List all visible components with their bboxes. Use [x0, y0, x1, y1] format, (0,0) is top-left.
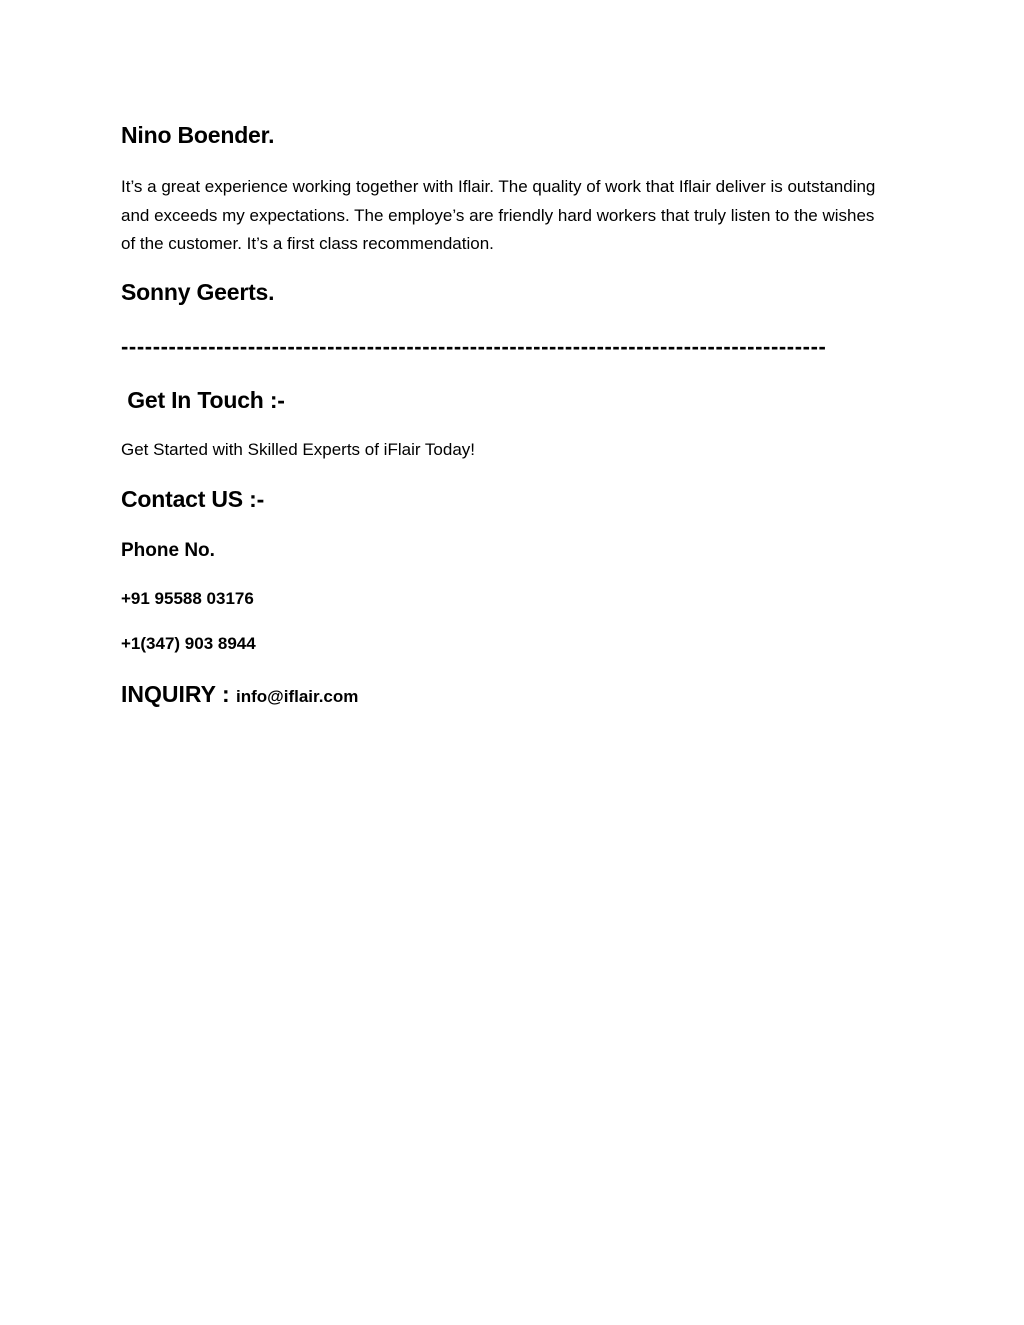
- inquiry-email-link[interactable]: info@iflair.com: [236, 687, 359, 706]
- get-in-touch-tagline: Get Started with Skilled Experts of iFlair Today!: [121, 440, 476, 459]
- testimonial-author-nino: Nino Boender.: [121, 122, 275, 148]
- phone-number-india: +91 95588 03176: [121, 589, 254, 608]
- phone-label: Phone No.: [121, 540, 215, 561]
- inquiry-line: [121, 681, 358, 708]
- phone-number-us: +1(347) 903 8944: [121, 634, 256, 653]
- testimonial-text: It’s a great experience working together with Iflair. The quality of work that Iflair deliver is outstanding and exceeds my expectations. The employe’s are friendly hard workers that truly listen to the wishes of the customer. It’s a first class recommendation.: [121, 177, 876, 253]
- inquiry-label: INQUIRY :: [121, 681, 237, 707]
- testimonial-author-sonny: Sonny Geerts.: [121, 279, 275, 305]
- section-divider: -----------------------------------------------------------------------------------------: [121, 334, 827, 359]
- contact-us-heading: Contact US :-: [121, 486, 265, 512]
- get-in-touch-heading: Get In Touch :-: [121, 387, 285, 413]
